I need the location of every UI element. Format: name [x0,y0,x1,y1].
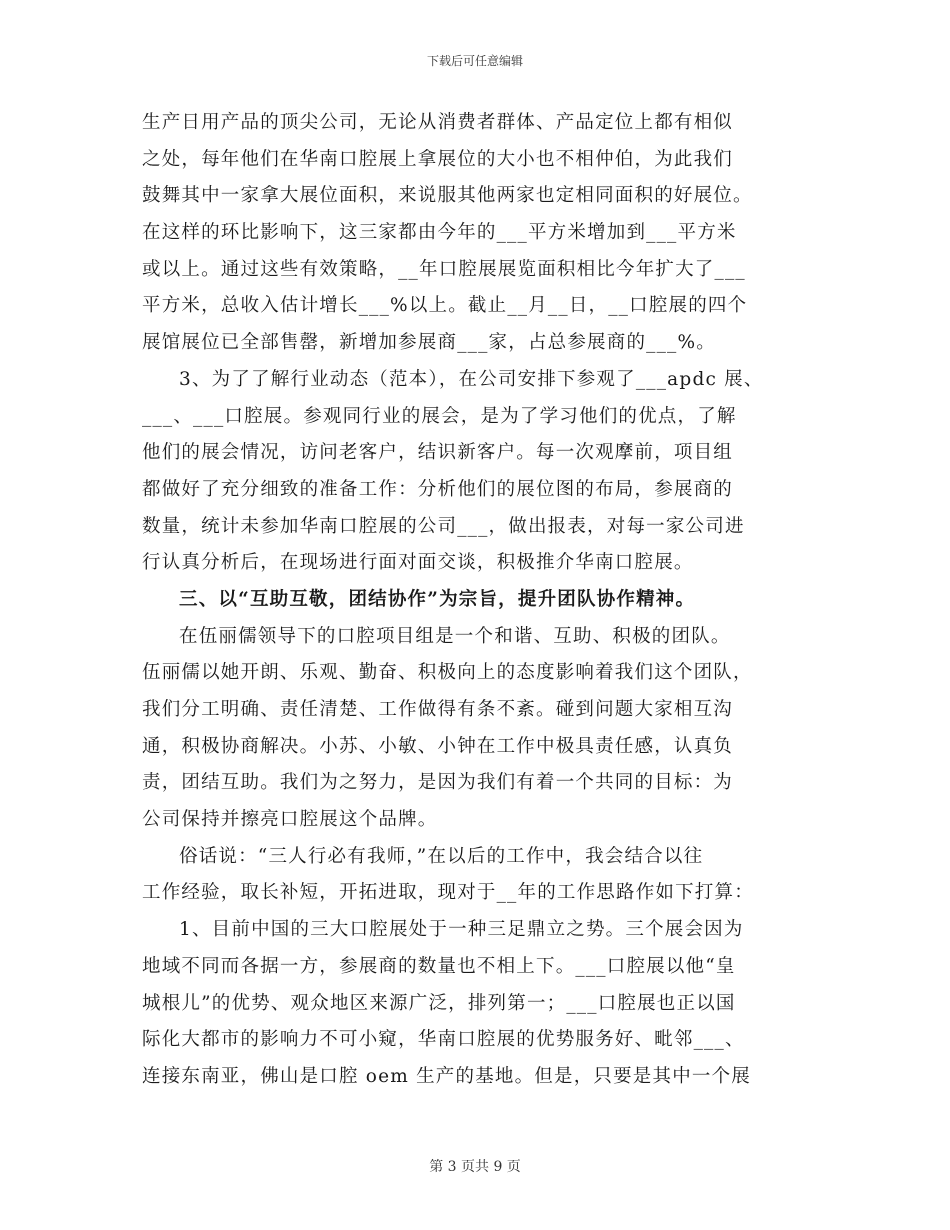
body-line: 通，积极协商解决。小苏、小敏、小钟在工作中极具责任感，认真负 [142,735,734,757]
body-line: 城根儿”的优势、观众地区来源广泛，排列第一；___口腔展也正以国 [142,992,736,1014]
paragraph-start-line: 在伍丽儒领导下的口腔项目组是一个和谐、互助、积极的团队。 [179,625,731,647]
body-line: 行认真分析后，在现场进行面对面交谈，积极推介华南口腔展。 [142,552,694,574]
page-header: 下载后可任意编辑 [426,54,523,68]
body-line: 他们的展会情况，访问老客户，结识新客户。每一次观摩前，项目组 [142,442,734,464]
body-line: 展馆展位已全部售罄，新增加参展商___家，占总参展商的___%。 [142,332,716,354]
section-heading: 三、以“互助互敬，团结协作”为宗旨，提升团队协作精神。 [179,588,696,610]
body-line: ___、___口腔展。参观同行业的展会，是为了学习他们的优点，了解 [142,405,737,427]
paragraph-start-line: 3、为了了解行业动态（范本），在公司安排下参观了___apdc 展、 [179,368,764,390]
body-line: 数量，统计未参加华南口腔展的公司___，做出报表，对每一家公司进 [142,515,745,537]
body-line: 公司保持并擦亮口腔展这个品牌。 [142,809,438,831]
paragraph-start-line: 1、目前中国的三大口腔展处于一种三足鼎立之势。三个展会因为 [179,919,744,941]
paragraph-start-line: 俗话说：“三人行必有我师，”在以后的工作中，我会结合以往 [179,845,704,867]
page-footer: 第 3 页共 9 页 [429,1159,521,1175]
body-line: 在这样的环比影响下，这三家都由今年的___平方米增加到___平方米 [142,222,737,244]
body-line: 都做好了充分细致的准备工作：分析他们的展位图的布局，参展商的 [142,478,734,500]
body-line: 工作经验，取长补短，开拓进取，现对于__年的工作思路作如下打算： [142,882,754,904]
body-line: 之处，每年他们在华南口腔展上拿展位的大小也不相仲伯，为此我们 [142,148,734,170]
body-line: 际化大都市的影响力不可小窥，华南口腔展的优势服务好、毗邻___、 [142,1029,745,1051]
body-line: 平方米，总收入估计增长___%以上。截止__月__日，__口腔展的四个 [142,295,748,317]
body-line: 鼓舞其中一家拿大展位面积，来说服其他两家也定相同面积的好展位。 [142,185,753,207]
body-line: 伍丽儒以她开朗、乐观、勤奋、积极向上的态度影响着我们这个团队， [142,662,753,684]
body-line: 连接东南亚，佛山是口腔 oem 生产的基地。但是，只要是其中一个展 [142,1065,751,1087]
body-line: 责，团结互助。我们为之努力，是因为我们有着一个共同的目标：为 [142,772,734,794]
body-line: 或以上。通过这些有效策略，__年口腔展展览面积相比今年扩大了___ [142,258,746,280]
body-line: 地域不同而各据一方，参展商的数量也不相上下。___口腔展以他“皇 [142,955,736,977]
body-line: 生产日用产品的顶尖公司，无论从消费者群体、产品定位上都有相似 [142,112,734,133]
body-line: 我们分工明确、责任清楚、工作做得有条不紊。碰到问题大家相互沟 [142,699,734,720]
document-body [142,105,812,1096]
